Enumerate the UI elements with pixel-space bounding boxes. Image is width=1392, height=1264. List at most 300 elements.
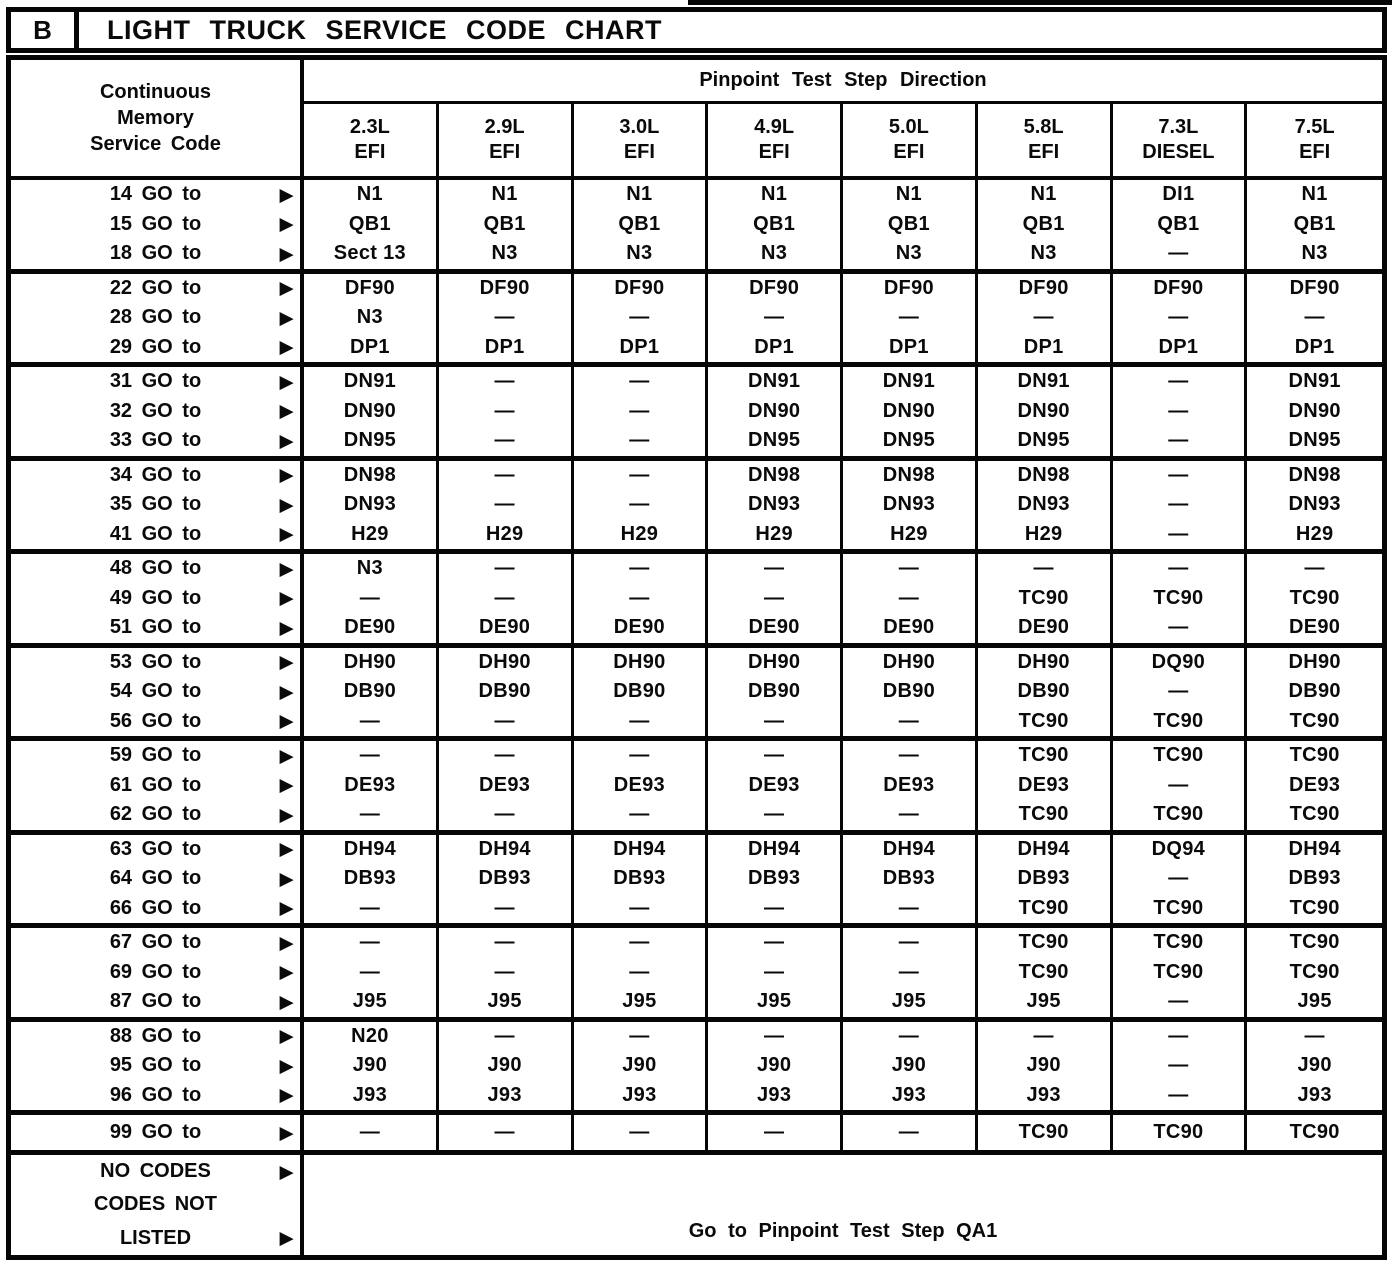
column-header — [978, 104, 1113, 180]
service-code-row — [11, 1022, 300, 1052]
service-code-label: 59 GO to — [109, 744, 202, 767]
service-code-label: 67 GO to — [109, 931, 202, 954]
direction-value: DN98 — [882, 463, 936, 486]
direction-value: TC90 — [1153, 896, 1204, 919]
engine-type-label: EFI — [623, 141, 655, 163]
direction-cell — [1247, 461, 1382, 555]
direction-value: — — [1168, 493, 1189, 516]
direction-value: DB93 — [1288, 867, 1341, 890]
direction-value: — — [629, 896, 650, 919]
direction-cell — [574, 928, 709, 1022]
direction-cell — [574, 1115, 709, 1155]
direction-value: — — [898, 1024, 920, 1047]
corner-header-line: Service Code — [90, 132, 221, 155]
arrow-right-icon: ▶ — [279, 1056, 293, 1076]
direction-value: — — [763, 960, 785, 983]
arrow-right-icon: ▶ — [279, 1123, 293, 1142]
direction-cell — [708, 461, 843, 555]
direction-value: DF90 — [344, 276, 395, 299]
direction-value: — — [1033, 1024, 1054, 1047]
arrow-right-icon: ▶ — [279, 495, 293, 515]
direction-cell — [1113, 928, 1248, 1022]
service-code-label: 33 GO to — [109, 429, 202, 452]
service-code-row — [11, 554, 300, 584]
direction-value: N1 — [1301, 183, 1328, 206]
engine-type-label: EFI — [1299, 141, 1331, 163]
direction-cell — [439, 274, 574, 368]
direction-value: DE90 — [748, 616, 800, 639]
direction-value: — — [898, 709, 920, 732]
arrow-right-icon: ▶ — [279, 839, 293, 859]
direction-value: — — [494, 931, 515, 954]
service-code-cell — [11, 741, 304, 835]
direction-value: — — [1168, 773, 1189, 796]
direction-value: N3 — [356, 557, 383, 580]
service-code-label: 15 GO to — [109, 212, 202, 235]
direction-cell — [708, 180, 843, 274]
arrow-right-icon: ▶ — [279, 869, 293, 889]
service-code-row — [11, 800, 300, 830]
direction-cell — [843, 1115, 978, 1155]
direction-cell — [1247, 741, 1382, 835]
service-code-label: 54 GO to — [109, 680, 202, 703]
direction-value: DH90 — [1288, 650, 1341, 673]
direction-value: DE90 — [1289, 616, 1341, 639]
direction-cell — [843, 180, 978, 274]
direction-value: — — [629, 557, 650, 580]
direction-value: DH90 — [613, 650, 666, 673]
direction-value: — — [359, 1121, 381, 1143]
direction-cell — [708, 741, 843, 835]
arrow-right-icon: ▶ — [279, 524, 293, 544]
direction-value: TC90 — [1289, 709, 1340, 732]
arrow-right-icon: ▶ — [279, 1228, 293, 1248]
service-code-label: 31 GO to — [109, 370, 202, 393]
direction-value: — — [629, 744, 650, 767]
direction-cell — [978, 1115, 1113, 1155]
service-code-row — [11, 771, 300, 801]
direction-cell — [843, 648, 978, 742]
direction-value: — — [629, 931, 650, 954]
direction-value: — — [494, 960, 515, 983]
direction-value: DP1 — [484, 335, 525, 358]
direction-cell — [574, 835, 709, 929]
engine-size-label: 3.0L — [619, 116, 660, 138]
arrow-right-icon: ▶ — [279, 244, 293, 264]
direction-value: TC90 — [1153, 931, 1204, 954]
direction-value: QB1 — [887, 212, 930, 235]
direction-value: — — [629, 1121, 650, 1143]
direction-value: DH90 — [478, 650, 531, 673]
service-code-row — [11, 180, 300, 210]
direction-value: — — [763, 744, 785, 767]
direction-value: TC90 — [1289, 931, 1340, 954]
direction-value: H29 — [485, 522, 524, 545]
direction-value: TC90 — [1289, 803, 1340, 826]
direction-value: — — [1304, 306, 1325, 329]
direction-value: DE93 — [479, 773, 531, 796]
service-code-label: 96 GO to — [109, 1083, 202, 1106]
direction-value: TC90 — [1289, 896, 1340, 919]
direction-value: — — [898, 306, 920, 329]
direction-value: N20 — [351, 1024, 389, 1047]
direction-value: N3 — [626, 242, 653, 265]
direction-cell — [1247, 648, 1382, 742]
direction-value: DN95 — [882, 429, 936, 452]
direction-cell — [1113, 1115, 1248, 1155]
direction-value: DB93 — [882, 867, 936, 890]
arrow-right-icon: ▶ — [279, 214, 293, 234]
direction-value: DN93 — [1288, 493, 1341, 516]
direction-value: DN93 — [882, 493, 936, 516]
direction-cell — [978, 835, 1113, 929]
engine-type-label: EFI — [893, 141, 925, 163]
direction-value: DP1 — [888, 335, 929, 358]
direction-value: N3 — [895, 242, 922, 265]
direction-cell — [1113, 648, 1248, 742]
column-header — [1247, 104, 1382, 180]
direction-cell — [1113, 554, 1248, 648]
direction-value: DB90 — [747, 680, 801, 703]
direction-cell — [574, 180, 709, 274]
direction-value: — — [898, 803, 920, 826]
service-code-label: 63 GO to — [109, 837, 202, 860]
direction-value: J95 — [756, 990, 792, 1013]
direction-value: DB90 — [613, 680, 666, 703]
service-code-row — [11, 648, 300, 678]
service-code-label: 61 GO to — [109, 773, 202, 796]
column-header — [708, 104, 843, 180]
direction-value: — — [1168, 1083, 1189, 1106]
direction-cell — [574, 741, 709, 835]
direction-cell — [574, 461, 709, 555]
direction-value: J95 — [1297, 990, 1332, 1013]
direction-value: DN90 — [343, 399, 397, 422]
direction-value: DN98 — [1288, 463, 1341, 486]
section-label: B — [11, 12, 79, 48]
direction-cell — [439, 835, 574, 929]
direction-cell — [843, 461, 978, 555]
direction-cell — [843, 928, 978, 1022]
direction-value: DN90 — [1017, 399, 1070, 422]
direction-value: DF90 — [1289, 276, 1340, 299]
engine-size-label: 2.9L — [484, 116, 525, 138]
service-code-row — [11, 613, 300, 643]
service-code-row — [11, 928, 300, 958]
direction-value: — — [763, 931, 785, 954]
engine-type-label: EFI — [354, 141, 386, 163]
direction-value: — — [629, 463, 650, 486]
direction-value: DE90 — [344, 616, 396, 639]
direction-value: TC90 — [1153, 586, 1204, 609]
direction-cell — [304, 461, 439, 555]
service-code-row — [11, 333, 300, 363]
direction-value: DN93 — [747, 493, 801, 516]
direction-value: TC90 — [1289, 1121, 1340, 1143]
direction-value: — — [494, 1024, 515, 1047]
direction-value: — — [1033, 557, 1054, 580]
direction-value: — — [1168, 557, 1189, 580]
service-code-label: 34 GO to — [109, 463, 202, 486]
direction-value: — — [1033, 306, 1054, 329]
direction-value: — — [898, 1121, 920, 1143]
arrow-right-icon: ▶ — [279, 372, 293, 392]
no-codes-row — [11, 1222, 300, 1255]
direction-value: — — [898, 586, 920, 609]
direction-cell — [304, 180, 439, 274]
direction-value: — — [1168, 867, 1189, 890]
direction-value: J95 — [487, 990, 522, 1013]
column-header — [574, 104, 709, 180]
direction-value: — — [494, 586, 515, 609]
direction-value: N3 — [1030, 242, 1057, 265]
direction-value: DP1 — [619, 335, 660, 358]
arrow-right-icon: ▶ — [279, 431, 293, 451]
direction-value: — — [1168, 990, 1189, 1013]
direction-value: DN98 — [747, 463, 801, 486]
arrow-right-icon: ▶ — [279, 588, 293, 608]
arrow-right-icon: ▶ — [279, 1085, 293, 1105]
direction-value: QB1 — [1022, 212, 1065, 235]
direction-value: DN93 — [1017, 493, 1070, 516]
direction-value: H29 — [351, 522, 389, 545]
no-codes-row — [11, 1188, 300, 1221]
direction-cell — [1247, 367, 1382, 461]
direction-value: DE90 — [613, 616, 665, 639]
arrow-right-icon: ▶ — [279, 775, 293, 795]
direction-value: — — [494, 399, 515, 422]
column-header — [439, 104, 574, 180]
direction-value: — — [1168, 242, 1189, 265]
direction-value: J93 — [487, 1083, 522, 1106]
direction-cell — [843, 274, 978, 368]
direction-cell — [1247, 1022, 1382, 1116]
service-code-row — [11, 987, 300, 1017]
service-code-row — [11, 210, 300, 240]
direction-value: — — [1168, 463, 1189, 486]
direction-value: TC90 — [1153, 803, 1204, 826]
direction-value: J90 — [622, 1054, 657, 1077]
direction-value: — — [629, 586, 650, 609]
direction-value: N1 — [356, 183, 383, 206]
direction-value: — — [494, 896, 515, 919]
direction-value: — — [1168, 1024, 1189, 1047]
direction-value: DH90 — [1017, 650, 1070, 673]
service-code-label: 66 GO to — [109, 896, 202, 919]
direction-value: DB93 — [343, 867, 397, 890]
corner-header-line: Continuous — [99, 80, 212, 103]
direction-value: TC90 — [1018, 896, 1069, 919]
direction-value: N3 — [1301, 242, 1328, 265]
corner-header-line: Memory — [117, 106, 194, 129]
direction-cell — [574, 648, 709, 742]
page-title: LIGHT TRUCK SERVICE CODE CHART — [107, 14, 663, 45]
direction-cell — [708, 1022, 843, 1116]
direction-value: DN90 — [747, 399, 801, 422]
arrow-right-icon: ▶ — [279, 682, 293, 702]
direction-value: J90 — [352, 1054, 388, 1077]
arrow-right-icon: ▶ — [279, 746, 293, 766]
direction-value: — — [494, 429, 515, 452]
engine-type-label: EFI — [489, 141, 521, 163]
direction-value: J90 — [1297, 1054, 1332, 1077]
direction-cell — [1247, 274, 1382, 368]
service-code-row — [11, 1081, 300, 1111]
direction-value: — — [359, 931, 381, 954]
direction-cell — [978, 1022, 1113, 1116]
service-code-row — [11, 1115, 300, 1150]
direction-value: DN91 — [343, 370, 397, 393]
service-code-label: 87 GO to — [109, 990, 202, 1013]
direction-value: DE93 — [748, 773, 800, 796]
service-code-label: 49 GO to — [109, 586, 202, 609]
direction-value: TC90 — [1153, 960, 1204, 983]
engine-size-label: 5.8L — [1023, 116, 1064, 138]
direction-value: J93 — [1297, 1083, 1332, 1106]
direction-value: J90 — [756, 1054, 792, 1077]
direction-value: DH94 — [613, 837, 666, 860]
arrow-right-icon: ▶ — [279, 1026, 293, 1046]
direction-value: DB90 — [882, 680, 936, 703]
direction-value: — — [898, 744, 920, 767]
direction-value: DP1 — [754, 335, 795, 358]
engine-type-label: EFI — [758, 141, 790, 163]
service-code-cell — [11, 274, 304, 368]
footer-direction-text: Go to Pinpoint Test Step QA1 — [688, 1220, 998, 1242]
service-code-row — [11, 677, 300, 707]
direction-value: DE93 — [1018, 773, 1070, 796]
direction-value: DN91 — [1288, 370, 1341, 393]
direction-value: J95 — [352, 990, 388, 1013]
direction-value: J93 — [1026, 1083, 1061, 1106]
direction-value: DN95 — [343, 429, 397, 452]
direction-cell — [439, 1022, 574, 1116]
direction-value: DE93 — [344, 773, 396, 796]
service-code-cell — [11, 648, 304, 742]
direction-value: — — [1168, 680, 1189, 703]
direction-value: DN98 — [1017, 463, 1070, 486]
direction-value: DH90 — [882, 650, 936, 673]
engine-size-label: 5.0L — [888, 116, 929, 138]
direction-value: — — [629, 493, 650, 516]
direction-value: — — [629, 803, 650, 826]
direction-value: J90 — [1026, 1054, 1061, 1077]
direction-cell — [978, 274, 1113, 368]
scan-artifact-line — [688, 0, 1392, 5]
direction-value: DN90 — [882, 399, 936, 422]
engine-size-label: 4.9L — [754, 116, 795, 138]
engine-size-label: 2.3L — [349, 116, 390, 138]
direction-cell — [843, 367, 978, 461]
direction-value: DH94 — [478, 837, 531, 860]
direction-value: — — [763, 1024, 785, 1047]
direction-value: — — [629, 306, 650, 329]
service-code-label: 99 GO to — [109, 1121, 202, 1143]
direction-value: — — [494, 463, 515, 486]
direction-value: DN95 — [1017, 429, 1070, 452]
direction-value: H29 — [755, 522, 793, 545]
direction-value: DE93 — [883, 773, 935, 796]
direction-cell — [439, 648, 574, 742]
direction-value: DB90 — [1288, 680, 1341, 703]
direction-value: — — [763, 557, 785, 580]
arrow-right-icon: ▶ — [279, 992, 293, 1012]
service-code-cell — [11, 554, 304, 648]
service-code-row — [11, 584, 300, 614]
direction-value: QB1 — [1157, 212, 1200, 235]
direction-cell — [978, 648, 1113, 742]
direction-cell — [439, 928, 574, 1022]
direction-cell — [978, 461, 1113, 555]
service-code-row — [11, 303, 300, 333]
direction-cell — [978, 180, 1113, 274]
service-code-row — [11, 239, 300, 269]
arrow-right-icon: ▶ — [279, 465, 293, 485]
direction-cell — [978, 554, 1113, 648]
direction-cell — [304, 928, 439, 1022]
engine-type-label: EFI — [1028, 141, 1060, 163]
direction-cell — [304, 367, 439, 461]
direction-value: — — [359, 744, 381, 767]
direction-value: TC90 — [1153, 1121, 1204, 1143]
direction-value: DE90 — [1018, 616, 1070, 639]
direction-cell — [1113, 461, 1248, 555]
direction-value: DB93 — [478, 867, 531, 890]
service-code-label: 51 GO to — [109, 616, 202, 639]
direction-value: DF90 — [479, 276, 530, 299]
direction-value: DF90 — [1018, 276, 1069, 299]
service-code-row — [11, 274, 300, 304]
direction-cell — [1113, 274, 1248, 368]
arrow-right-icon: ▶ — [279, 401, 293, 421]
direction-value: — — [359, 709, 381, 732]
direction-value: DN98 — [343, 463, 397, 486]
direction-cell — [439, 554, 574, 648]
direction-value: — — [1168, 306, 1189, 329]
direction-value: — — [763, 1121, 785, 1143]
direction-value: DN91 — [1017, 370, 1070, 393]
direction-cell — [439, 180, 574, 274]
service-code-row — [11, 461, 300, 491]
direction-value: — — [494, 370, 515, 393]
direction-value: — — [763, 709, 785, 732]
direction-value: DI1 — [1162, 183, 1195, 206]
direction-value: DF90 — [749, 276, 800, 299]
arrow-right-icon: ▶ — [279, 278, 293, 298]
direction-value: N1 — [1030, 183, 1057, 206]
arrow-right-icon: ▶ — [279, 711, 293, 731]
direction-value: — — [1168, 429, 1189, 452]
engine-type-label: DIESEL — [1142, 141, 1215, 163]
direction-value: TC90 — [1018, 931, 1069, 954]
service-code-label: 32 GO to — [109, 399, 202, 422]
direction-value: DE90 — [479, 616, 531, 639]
direction-cell — [1247, 554, 1382, 648]
direction-value: DH94 — [747, 837, 801, 860]
direction-value: — — [1304, 1024, 1325, 1047]
direction-value: — — [898, 960, 920, 983]
direction-value: — — [898, 557, 920, 580]
direction-cell — [1247, 1115, 1382, 1155]
arrow-right-icon: ▶ — [279, 185, 293, 205]
direction-value: DP1 — [349, 335, 390, 358]
service-code-label: 28 GO to — [109, 306, 202, 329]
direction-cell — [708, 554, 843, 648]
direction-value: H29 — [890, 522, 928, 545]
direction-value: DH90 — [747, 650, 801, 673]
service-code-row — [11, 958, 300, 988]
service-code-cell — [11, 1115, 304, 1155]
